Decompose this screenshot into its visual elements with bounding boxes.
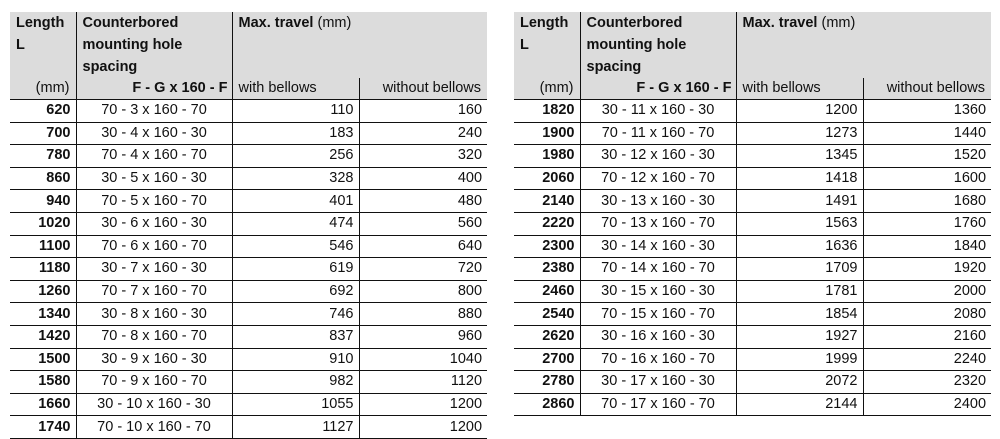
spacing-cell: 30 - 7 x 160 - 30	[76, 258, 232, 281]
table-row	[10, 393, 487, 416]
with-bellows-cell: 619	[232, 258, 359, 281]
spacing-cell: 70 - 5 x 160 - 70	[76, 190, 232, 213]
spacing-cell: 30 - 14 x 160 - 30	[580, 235, 736, 258]
length-cell: 1500	[10, 348, 76, 371]
table-row	[10, 258, 487, 281]
spacing-cell: 30 - 5 x 160 - 30	[76, 167, 232, 190]
spacing-cell: 30 - 13 x 160 - 30	[580, 190, 736, 213]
table-row	[10, 280, 487, 303]
spacing-cell: 70 - 17 x 160 - 70	[580, 393, 736, 416]
with-bellows-cell: 1636	[736, 235, 863, 258]
table-row	[10, 303, 487, 326]
table-row	[10, 145, 487, 168]
spacing-cell: 70 - 14 x 160 - 70	[580, 258, 736, 281]
spacing-cell: 70 - 6 x 160 - 70	[76, 235, 232, 258]
table-row	[514, 100, 991, 123]
spacing-header: Counterbored mounting hole spacing	[76, 12, 232, 78]
table-row	[514, 212, 991, 235]
with-bellows-header: with bellows	[736, 78, 863, 100]
without-bellows-cell: 1200	[359, 393, 487, 416]
spacing-cell: 70 - 11 x 160 - 70	[580, 122, 736, 145]
table-row	[10, 416, 487, 439]
without-bellows-cell: 1760	[863, 212, 991, 235]
length-cell: 1100	[10, 235, 76, 258]
spacing-cell: 70 - 8 x 160 - 70	[76, 325, 232, 348]
spec-table-right	[514, 12, 991, 416]
with-bellows-cell: 1854	[736, 303, 863, 326]
length-cell: 2460	[514, 280, 580, 303]
length-unit: (mm)	[514, 78, 580, 100]
length-cell: 2300	[514, 235, 580, 258]
without-bellows-cell: 560	[359, 212, 487, 235]
table-row	[514, 303, 991, 326]
without-bellows-cell: 960	[359, 325, 487, 348]
length-cell: 1580	[10, 371, 76, 394]
with-bellows-cell: 1709	[736, 258, 863, 281]
with-bellows-cell: 1927	[736, 325, 863, 348]
with-bellows-cell: 1127	[232, 416, 359, 439]
with-bellows-cell: 546	[232, 235, 359, 258]
with-bellows-cell: 1563	[736, 212, 863, 235]
with-bellows-cell: 1491	[736, 190, 863, 213]
length-cell: 1660	[10, 393, 76, 416]
without-bellows-header: without bellows	[863, 78, 991, 100]
length-cell: 1740	[10, 416, 76, 439]
length-unit: (mm)	[10, 78, 76, 100]
spacing-cell: 30 - 17 x 160 - 30	[580, 371, 736, 394]
spacing-formula: F - G x 160 - F	[580, 78, 736, 100]
with-bellows-cell: 256	[232, 145, 359, 168]
with-bellows-cell: 1345	[736, 145, 863, 168]
without-bellows-cell: 2240	[863, 348, 991, 371]
with-bellows-cell: 837	[232, 325, 359, 348]
table-row	[514, 167, 991, 190]
without-bellows-cell: 1520	[863, 145, 991, 168]
travel-header: Max. travel (mm)	[736, 12, 991, 78]
length-cell: 620	[10, 100, 76, 123]
without-bellows-cell: 320	[359, 145, 487, 168]
with-bellows-header: with bellows	[232, 78, 359, 100]
with-bellows-cell: 910	[232, 348, 359, 371]
spacing-cell: 70 - 15 x 160 - 70	[580, 303, 736, 326]
length-cell: 1900	[514, 122, 580, 145]
without-bellows-cell: 1600	[863, 167, 991, 190]
without-bellows-cell: 480	[359, 190, 487, 213]
without-bellows-cell: 1440	[863, 122, 991, 145]
without-bellows-header: without bellows	[359, 78, 487, 100]
with-bellows-cell: 328	[232, 167, 359, 190]
length-cell: 1340	[10, 303, 76, 326]
table-row	[514, 122, 991, 145]
length-cell: 2380	[514, 258, 580, 281]
with-bellows-cell: 1273	[736, 122, 863, 145]
spacing-cell: 30 - 8 x 160 - 30	[76, 303, 232, 326]
with-bellows-cell: 1418	[736, 167, 863, 190]
without-bellows-cell: 800	[359, 280, 487, 303]
spacing-cell: 30 - 12 x 160 - 30	[580, 145, 736, 168]
length-cell: 700	[10, 122, 76, 145]
without-bellows-cell: 1120	[359, 371, 487, 394]
length-cell: 1980	[514, 145, 580, 168]
table-row	[514, 325, 991, 348]
with-bellows-cell: 1781	[736, 280, 863, 303]
with-bellows-cell: 401	[232, 190, 359, 213]
length-cell: 1260	[10, 280, 76, 303]
table-row	[10, 167, 487, 190]
spacing-cell: 70 - 7 x 160 - 70	[76, 280, 232, 303]
with-bellows-cell: 1055	[232, 393, 359, 416]
without-bellows-cell: 2160	[863, 325, 991, 348]
length-cell: 780	[10, 145, 76, 168]
travel-header: Max. travel (mm)	[232, 12, 487, 78]
without-bellows-cell: 1200	[359, 416, 487, 439]
table-row	[514, 190, 991, 213]
spacing-cell: 30 - 9 x 160 - 30	[76, 348, 232, 371]
spacing-cell: 30 - 6 x 160 - 30	[76, 212, 232, 235]
with-bellows-cell: 474	[232, 212, 359, 235]
length-cell: 2780	[514, 371, 580, 394]
table-row	[10, 235, 487, 258]
with-bellows-cell: 692	[232, 280, 359, 303]
spacing-cell: 30 - 10 x 160 - 30	[76, 393, 232, 416]
spacing-cell: 70 - 10 x 160 - 70	[76, 416, 232, 439]
table-row	[10, 100, 487, 123]
table-row	[514, 371, 991, 394]
without-bellows-cell: 1920	[863, 258, 991, 281]
table-row	[514, 258, 991, 281]
spacing-cell: 30 - 15 x 160 - 30	[580, 280, 736, 303]
length-cell: 2700	[514, 348, 580, 371]
length-cell: 1420	[10, 325, 76, 348]
without-bellows-cell: 1360	[863, 100, 991, 123]
without-bellows-cell: 240	[359, 122, 487, 145]
length-cell: 2140	[514, 190, 580, 213]
length-header: Length L	[514, 12, 580, 78]
spacing-cell: 30 - 11 x 160 - 30	[580, 100, 736, 123]
length-cell: 1820	[514, 100, 580, 123]
without-bellows-cell: 1840	[863, 235, 991, 258]
length-cell: 2060	[514, 167, 580, 190]
spacing-formula: F - G x 160 - F	[76, 78, 232, 100]
spacing-cell: 70 - 12 x 160 - 70	[580, 167, 736, 190]
with-bellows-cell: 183	[232, 122, 359, 145]
table-row	[514, 393, 991, 416]
table-row	[10, 325, 487, 348]
table-row	[514, 145, 991, 168]
length-cell: 860	[10, 167, 76, 190]
without-bellows-cell: 1680	[863, 190, 991, 213]
length-cell: 940	[10, 190, 76, 213]
length-cell: 2620	[514, 325, 580, 348]
with-bellows-cell: 746	[232, 303, 359, 326]
with-bellows-cell: 982	[232, 371, 359, 394]
with-bellows-cell: 2144	[736, 393, 863, 416]
without-bellows-cell: 2080	[863, 303, 991, 326]
spec-table-left	[10, 12, 487, 439]
table-row	[10, 348, 487, 371]
without-bellows-cell: 2320	[863, 371, 991, 394]
table-row	[514, 280, 991, 303]
spacing-cell: 70 - 4 x 160 - 70	[76, 145, 232, 168]
length-cell: 2220	[514, 212, 580, 235]
without-bellows-cell: 880	[359, 303, 487, 326]
length-header: Length L	[10, 12, 76, 78]
table-row	[514, 348, 991, 371]
table-row	[10, 190, 487, 213]
table-row	[10, 212, 487, 235]
spacing-cell: 30 - 4 x 160 - 30	[76, 122, 232, 145]
length-cell: 2540	[514, 303, 580, 326]
with-bellows-cell: 1999	[736, 348, 863, 371]
spacing-cell: 30 - 16 x 160 - 30	[580, 325, 736, 348]
table-row	[10, 371, 487, 394]
without-bellows-cell: 720	[359, 258, 487, 281]
spacing-cell: 70 - 9 x 160 - 70	[76, 371, 232, 394]
spacing-cell: 70 - 16 x 160 - 70	[580, 348, 736, 371]
spacing-cell: 70 - 13 x 160 - 70	[580, 212, 736, 235]
length-cell: 1180	[10, 258, 76, 281]
spacing-cell: 70 - 3 x 160 - 70	[76, 100, 232, 123]
without-bellows-cell: 1040	[359, 348, 487, 371]
without-bellows-cell: 400	[359, 167, 487, 190]
without-bellows-cell: 2400	[863, 393, 991, 416]
table-row	[10, 122, 487, 145]
length-cell: 1020	[10, 212, 76, 235]
without-bellows-cell: 640	[359, 235, 487, 258]
with-bellows-cell: 1200	[736, 100, 863, 123]
table-row	[514, 235, 991, 258]
spacing-header: Counterbored mounting hole spacing	[580, 12, 736, 78]
with-bellows-cell: 2072	[736, 371, 863, 394]
with-bellows-cell: 110	[232, 100, 359, 123]
without-bellows-cell: 2000	[863, 280, 991, 303]
without-bellows-cell: 160	[359, 100, 487, 123]
length-cell: 2860	[514, 393, 580, 416]
